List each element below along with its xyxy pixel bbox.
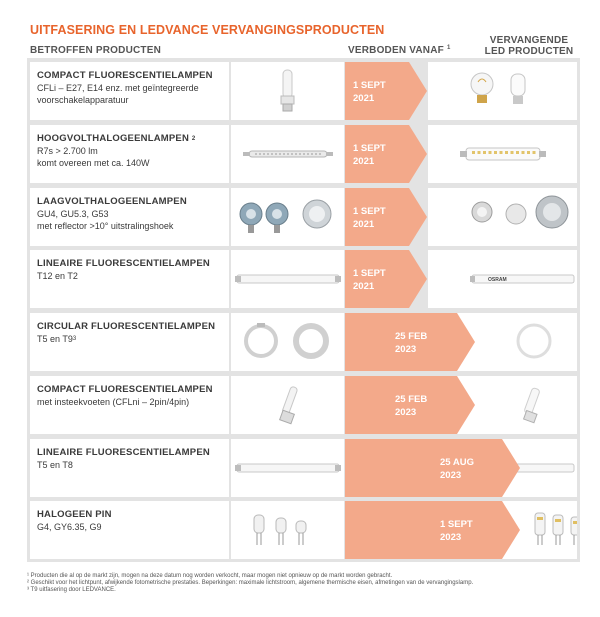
product-name-text: LINEAIRE FLUORESCENTIELAMPEN <box>37 447 210 458</box>
header-replacement-line1: VERVANGENDE <box>489 35 569 46</box>
product-spec-line <box>37 521 229 533</box>
header-banned-footnote-ref: 1 <box>446 45 451 51</box>
circular-fluorescent-lamp-icon <box>231 313 344 371</box>
header-replacement-line2: LED PRODUCTEN <box>484 46 574 57</box>
ban-date-year: 2021 <box>353 156 375 167</box>
product-name-text: HOOGVOLTHALOGEENLAMPEN <box>37 133 190 144</box>
table-row <box>30 62 577 120</box>
product-spec-line <box>37 396 229 408</box>
table-row <box>30 439 577 497</box>
product-spec-text: T5 en T9 <box>37 334 73 344</box>
product-name <box>37 384 229 396</box>
product-spec-line <box>37 220 229 232</box>
reflector-halogen-lamp-icon <box>231 188 344 246</box>
replacement-brand-label: OSRAM <box>488 277 507 283</box>
product-description <box>30 439 229 497</box>
product-name <box>37 321 229 333</box>
product-image <box>231 439 344 497</box>
table-row <box>30 250 577 308</box>
product-name-text: CIRCULAR FLUORESCENTIELAMPEN <box>37 321 216 332</box>
product-name <box>37 447 229 459</box>
ban-date-arrow <box>345 439 573 497</box>
header-affected-products: BETROFFEN PRODUCTEN <box>30 45 162 56</box>
product-image <box>231 125 344 183</box>
ban-date-day: 1 SEPT <box>353 80 386 91</box>
ban-date-arrow <box>345 501 573 559</box>
product-image <box>231 62 344 120</box>
product-name <box>37 509 229 521</box>
product-spec-line <box>37 270 229 282</box>
product-name-text: LAAGVOLTHALOGEENLAMPEN <box>37 196 187 207</box>
product-spec-text: T5 en T8 <box>37 460 73 470</box>
product-spec-text: R7s > 2.700 lm <box>37 146 98 156</box>
ban-date-day: 1 SEPT <box>353 143 386 154</box>
product-description <box>30 125 229 183</box>
fluorescent-tube-icon <box>231 250 344 308</box>
product-description <box>30 62 229 120</box>
product-name-text: LINEAIRE FLUORESCENTIELAMPEN <box>37 258 210 269</box>
ban-date-day: 25 FEB <box>395 331 428 342</box>
ban-date-day: 25 AUG <box>440 457 474 468</box>
ban-date-arrow <box>345 376 573 434</box>
product-spec-text: voorschakelapparatuur <box>37 95 129 105</box>
footnote: ² Geschikt voor het lichtpunt, afwijkende fotometrische prestaties. Beperkingen: maximale lichtstroom, algemene thermische eisen, afmetingen van de vervangingslamp. <box>27 580 474 586</box>
arrow-shape <box>345 501 520 559</box>
arrow-shape <box>345 62 427 120</box>
table-row <box>30 188 577 246</box>
arrow-shape <box>345 188 427 246</box>
table-row <box>30 125 577 183</box>
footnote: ¹ Producten die al op de markt zijn, mogen na deze datum nog worden verkocht, maar mogen niet opnieuw op de markt worden gebracht. <box>27 573 393 579</box>
product-spec-text: met insteekvoeten (CFLni – 2pin/4pin) <box>37 397 190 407</box>
product-description <box>30 501 229 559</box>
table-row <box>30 313 577 371</box>
ban-date-day: 1 SEPT <box>353 268 386 279</box>
header-replacement-products <box>484 35 574 57</box>
product-spec-text: G4, GY6.35, G9 <box>37 522 102 532</box>
arrow-shape <box>345 439 520 497</box>
product-image <box>231 501 344 559</box>
ban-date-day: 25 FEB <box>395 394 428 405</box>
page-title: UITFASERING EN LEDVANCE VERVANGINGSPRODUCTEN <box>30 23 385 37</box>
halogen-pin-lamp-icon <box>231 501 344 559</box>
header-banned-from <box>348 45 451 56</box>
table-row <box>30 501 577 559</box>
product-name <box>37 70 229 82</box>
product-image <box>231 250 344 308</box>
fluorescent-tube-icon <box>231 439 344 497</box>
product-image <box>231 188 344 246</box>
product-spec-line <box>37 333 229 345</box>
product-spec-line <box>37 157 229 169</box>
ban-date-year: 2021 <box>353 281 375 292</box>
ban-date-arrow <box>345 62 573 120</box>
product-name <box>37 196 229 208</box>
ban-date-arrow <box>345 313 573 371</box>
product-description <box>30 313 229 371</box>
table-row <box>30 376 577 434</box>
product-description <box>30 376 229 434</box>
ban-date-arrow <box>345 188 573 246</box>
product-description <box>30 250 229 308</box>
ban-date-day: 1 SEPT <box>440 519 473 530</box>
arrow-shape <box>345 376 475 434</box>
ban-date-arrow <box>345 250 573 308</box>
product-image <box>231 376 344 434</box>
ban-date-arrow <box>345 125 573 183</box>
product-name <box>37 133 229 145</box>
product-spec-text: GU4, GU5.3, G53 <box>37 209 109 219</box>
product-spec-text: komt overeen met ca. 140W <box>37 158 150 168</box>
product-spec-text: met reflector >10° uitstralingshoek <box>37 221 174 231</box>
pin-compact-fluorescent-lamp-icon <box>231 376 344 434</box>
ban-date-year: 2021 <box>353 219 375 230</box>
ban-date-year: 2023 <box>395 407 417 418</box>
ban-date-year: 2023 <box>395 344 417 355</box>
arrow-shape <box>345 313 475 371</box>
product-name-text: COMPACT FLUORESCENTIELAMPEN <box>37 70 213 81</box>
product-spec-line <box>37 145 229 157</box>
arrow-shape <box>345 125 427 183</box>
ban-date-day: 1 SEPT <box>353 206 386 217</box>
product-description <box>30 188 229 246</box>
ban-date-year: 2023 <box>440 470 462 481</box>
arrow-shape <box>345 250 427 308</box>
product-spec-text: CFLi – E27, E14 enz. met geïntegreerde <box>37 83 199 93</box>
product-spec-line <box>37 82 229 94</box>
product-spec-line <box>37 459 229 471</box>
product-image <box>231 313 344 371</box>
product-spec-text: T12 en T2 <box>37 271 78 281</box>
product-name-text: HALOGEEN PIN <box>37 509 112 520</box>
ban-date-year: 2021 <box>353 93 375 104</box>
ban-date-year: 2023 <box>440 532 462 543</box>
product-name <box>37 258 229 270</box>
product-spec-line <box>37 94 229 106</box>
linear-halogen-lamp-icon <box>231 125 344 183</box>
header-banned-label: VERBODEN VANAF <box>348 45 444 56</box>
product-name-text: COMPACT FLUORESCENTIELAMPEN <box>37 384 213 395</box>
footnote-ref: 3 <box>72 336 77 342</box>
footnote: ³ T9 uitfasering door LEDVANCE. <box>27 587 116 593</box>
compact-fluorescent-lamp-icon <box>231 62 344 120</box>
product-spec-line <box>37 208 229 220</box>
footnote-ref: 2 <box>191 136 196 142</box>
